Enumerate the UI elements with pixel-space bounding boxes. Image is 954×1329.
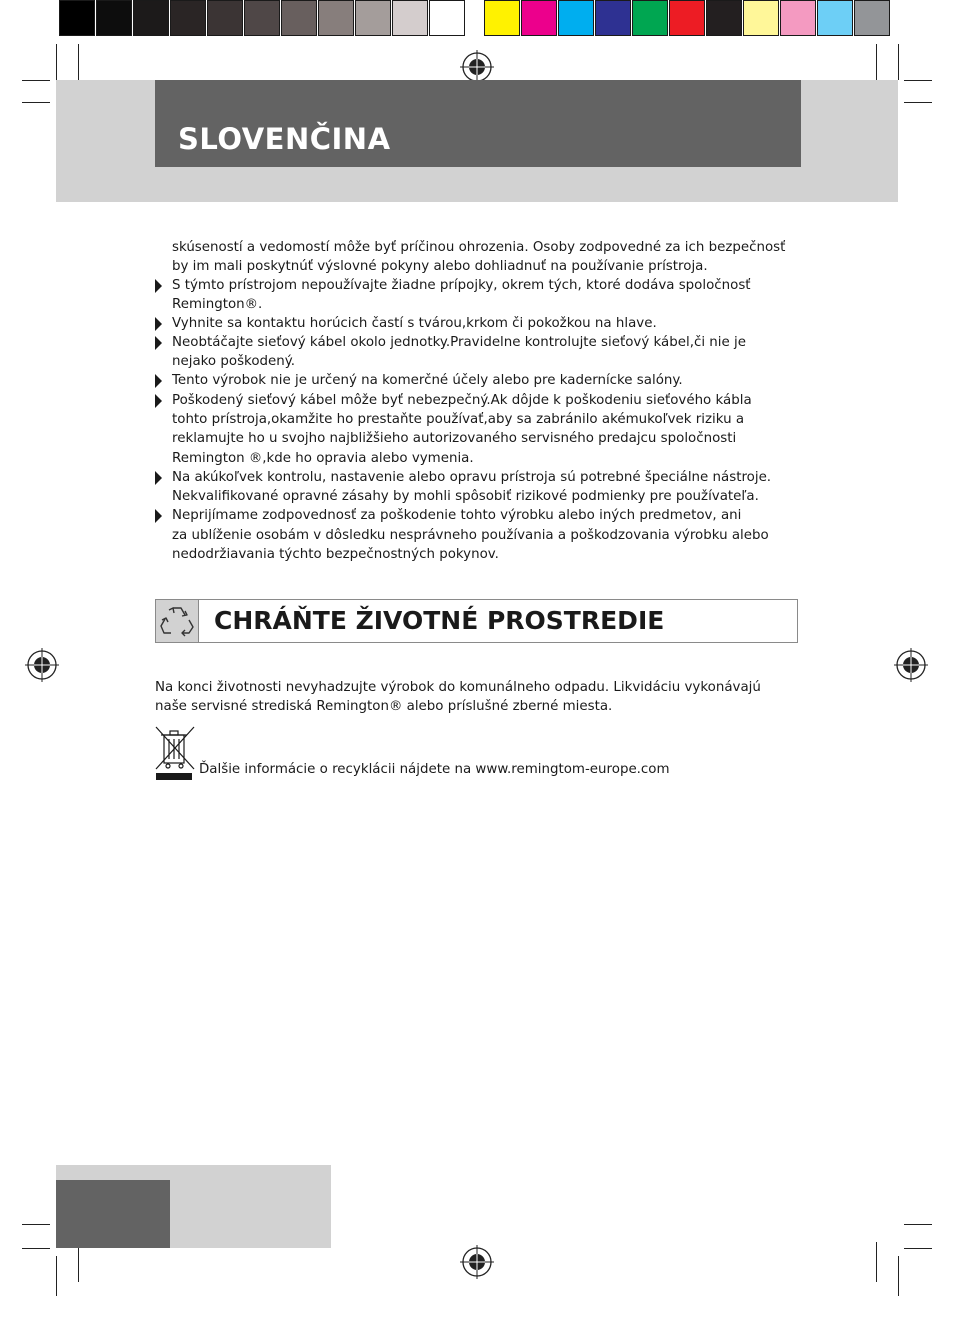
calibration-swatch bbox=[318, 0, 354, 36]
registration-target-icon bbox=[894, 648, 928, 682]
environment-paragraph-line: Na konci životnosti nevyhadzujte výrobok do komunálneho odpadu. Likvidáciu vykonávajú bbox=[155, 680, 761, 695]
calibration-swatch bbox=[595, 0, 631, 36]
safety-item-line: Vyhnite sa kontaktu horúcich častí s tvárou,krkom či pokožkou na hlave. bbox=[172, 316, 657, 331]
calibration-swatch bbox=[743, 0, 779, 36]
calibration-swatch bbox=[817, 0, 853, 36]
calibration-swatch bbox=[706, 0, 742, 36]
registration-target-icon bbox=[460, 50, 494, 84]
safety-item-line: Neobtáčajte sieťový kábel okolo jednotky.Pravidelne kontrolujte sieťový kábel,či nie je bbox=[172, 335, 746, 350]
section-title: CHRÁŇTE ŽIVOTNÉ PROSTREDIE bbox=[214, 606, 665, 635]
registration-target-icon bbox=[25, 648, 59, 682]
safety-item-line: S týmto prístrojom nepoužívajte žiadne prípojky, okrem tých, ktoré dodáva spoločnosť bbox=[172, 278, 751, 293]
safety-continuation-line: skúseností a vedomostí môže byť príčinou ohrozenia. Osoby zodpovedné za ich bezpečnosť bbox=[172, 240, 786, 255]
crop-mark bbox=[876, 1242, 877, 1282]
crop-mark bbox=[22, 1248, 50, 1249]
calibration-swatch bbox=[429, 0, 465, 36]
safety-item-line: Remington®. bbox=[172, 297, 263, 312]
calibration-swatch bbox=[207, 0, 243, 36]
safety-continuation-line: by im mali poskytnúť výslovné pokyny alebo dohliadnuť na používanie prístroja. bbox=[172, 259, 708, 274]
safety-item-line: reklamujte ho u svojho najbližšieho autorizovaného servisného predajcu spoločnosti bbox=[172, 431, 737, 446]
crop-mark bbox=[56, 1256, 57, 1296]
calibration-swatch bbox=[484, 0, 520, 36]
calibration-swatch bbox=[59, 0, 95, 36]
safety-item-line: Neprijímame zodpovednosť za poškodenie tohto výrobku alebo iných predmetov, ani bbox=[172, 508, 742, 523]
calibration-swatch bbox=[170, 0, 206, 36]
registration-target-icon bbox=[460, 1245, 494, 1279]
page-title: SLOVENČINA bbox=[178, 122, 391, 156]
bullet-icon bbox=[155, 394, 162, 408]
recycle-icon bbox=[156, 600, 198, 642]
calibration-swatch bbox=[521, 0, 557, 36]
safety-item-line: Na akúkoľvek kontrolu, nastavenie alebo opravu prístroja sú potrebné špeciálne nástroje. bbox=[172, 470, 772, 485]
crop-mark bbox=[78, 1242, 79, 1282]
crop-mark bbox=[898, 44, 899, 80]
bullet-icon bbox=[155, 317, 162, 331]
calibration-swatch bbox=[558, 0, 594, 36]
crop-mark bbox=[904, 1224, 932, 1225]
safety-item-line: za ublíženie osobám v dôsledku nesprávneho používania a poškodzovania výrobku alebo bbox=[172, 528, 769, 543]
safety-item-line: nejako poškodený. bbox=[172, 354, 296, 369]
footer-page-tab bbox=[56, 1180, 170, 1248]
calibration-swatch bbox=[133, 0, 169, 36]
crop-mark bbox=[22, 80, 50, 81]
calibration-swatch bbox=[281, 0, 317, 36]
crop-mark bbox=[904, 102, 932, 103]
crop-mark bbox=[904, 80, 932, 81]
calibration-swatch bbox=[392, 0, 428, 36]
section-icon-cell bbox=[155, 599, 199, 643]
crop-mark bbox=[22, 1224, 50, 1225]
safety-item-line: Remington ®,kde ho opravia alebo vymenia. bbox=[172, 451, 474, 466]
crop-mark bbox=[904, 1248, 932, 1249]
grayscale-calibration-bar bbox=[59, 0, 466, 38]
safety-item-line: tohto prístroja,okamžite ho prestaňte používať,aby sa zabránilo akémukoľvek riziku a bbox=[172, 412, 745, 427]
calibration-swatch bbox=[96, 0, 132, 36]
crop-mark bbox=[56, 44, 57, 80]
bullet-icon bbox=[155, 471, 162, 485]
recycling-note: Ďalšie informácie o recyklácii nájdete na www.remingtom-europe.com bbox=[199, 762, 670, 777]
environment-paragraph-line: naše servisné strediská Remington® alebo príslušné zberné miesta. bbox=[155, 699, 613, 714]
calibration-swatch bbox=[355, 0, 391, 36]
safety-item-line: Tento výrobok nie je určený na komerčné účely alebo pre kadernícke salóny. bbox=[172, 373, 683, 388]
crossed-bin-icon bbox=[154, 725, 196, 781]
bullet-icon bbox=[155, 336, 162, 350]
safety-item-line: Poškodený sieťový kábel môže byť nebezpečný.Ak dôjde k poškodeniu sieťového kábla bbox=[172, 393, 752, 408]
bullet-icon bbox=[155, 509, 162, 523]
bullet-icon bbox=[155, 374, 162, 388]
crop-mark bbox=[898, 1256, 899, 1296]
calibration-swatch bbox=[780, 0, 816, 36]
bullet-icon bbox=[155, 279, 162, 293]
calibration-swatch bbox=[632, 0, 668, 36]
calibration-swatch bbox=[854, 0, 890, 36]
safety-item-line: nedodržiavania týchto bezpečnostných pokynov. bbox=[172, 547, 499, 562]
crop-mark bbox=[22, 102, 50, 103]
safety-item-line: Nekvalifikované opravné zásahy by mohli spôsobiť rizikové podmienky pre používateľa. bbox=[172, 489, 759, 504]
calibration-swatch bbox=[244, 0, 280, 36]
color-calibration-bar bbox=[484, 0, 891, 38]
calibration-swatch bbox=[669, 0, 705, 36]
